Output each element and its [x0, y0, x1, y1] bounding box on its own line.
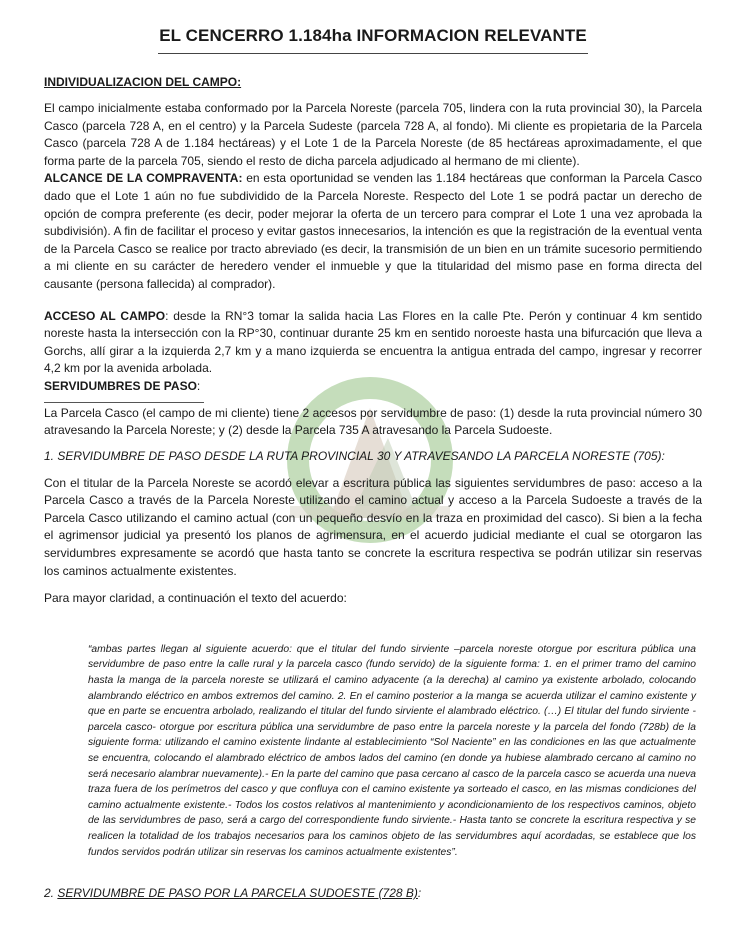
heading-individualizacion: INDIVIDUALIZACION DEL CAMPO: — [44, 75, 242, 89]
heading-sec1: 1. SERVIDUMBRE DE PASO DESDE LA RUTA PROVINCIAL 30 Y ATRAVESANDO LA PARCELA NORESTE (705): — [44, 448, 665, 463]
sec2-title: SERVIDUMBRE DE PASO POR LA PARCELA SUDOESTE (728 B) — [57, 886, 418, 901]
paragraph-alcance — [44, 170, 702, 293]
label-alcance: ALCANCE DE LA COMPRAVENTA: — [44, 171, 243, 186]
sec2-number: 2. — [44, 886, 58, 901]
paragraph-sec1: Con el titular de la Parcela Noreste se acordó elevar a escritura pública las siguientes servidumbres de paso: acceso a la Parcela Casco a través de la Parcela Noreste utilizando el camino actual y acceso a la Parcela Sudoeste a través de la Parcela Casco utilizando el camino actual (con un pequeño desvío en la traza en proximidad del casco). Si bien a la fecha el agrimensor judicial ya presentó los planos de agrimensura, en el acuerdo judicial mediante el cual se otorgaron las servidumbres expresamente se acordó que hasta tanto se concrete la escritura respectiva se podrán utilizar sin reservas los caminos actualmente existentes. — [44, 475, 702, 578]
paragraph-sec1-intro: Para mayor claridad, a continuación el texto del acuerdo: — [44, 591, 347, 606]
title-divider — [158, 53, 588, 54]
text-acceso: : desde la RN°3 tomar la salida hacia Las Flores en la calle Pte. Perón y continuar 4 km sentido noreste hasta la intersección con la RP°30, continuar durante 25 km en sentido noroeste hasta una bifurcación que lleva a Gorchs, allí girar a la izquierda 2,7 km y a mano izquierda se encuentra la antigua entrada del campo, ingresar y recorrer 4,2 km por la avenida arbolada. — [44, 308, 702, 376]
label-acceso: ACCESO AL CAMPO — [44, 308, 166, 323]
heading-sec2 — [44, 886, 702, 900]
quoted-agreement: “ambas partes llegan al siguiente acuerdo: que el titular del fundo sirviente –parcela noreste otorgue por escritura pública una servidumbre de paso entre la calle rural y la parcela casco (fundo servido) de la siguiente forma: 1. en el primer tramo del camino hasta la manga de la parcela noreste se utilizará el camino adyacente (a la derecha) al camino ya existente arbolado, colocando alambrando eléctrico en ambos extremos del camino. 2. En el camino posterior a la manga se acuerda utilizar el camino existente y que en parte se encuentra arbolado, realizando el titular del fundo sirviente el alambrado eléctrico. (…) El titular del fundo sirviente -parcela casco- otorgue por escritura pública una servidumbre de paso entre la parcela noreste y la parcela del fondo (728b) de la siguiente forma: utilizando el camino existente lindante al establecimiento “Sol Naciente” en las condiciones en las que actualmente se encuentra, colocando el alambrado eléctrico de ambos lados del camino (en donde ya hubiese alambrado cercano al camino no será necesario alambrar nuevamente).- En la parte del camino que pasa cercano al casco de la parcela casco se acuerda una nueva traza fuera de los perímetros del casco y que confluya con el camino existente ya sorteado el casco, en las mismas condiciones del camino actualmente existente.- Todos los costos relativos al mantenimiento y acondicionamiento de los respectivos caminos, objeto de las servidumbres de paso, será a cargo del correspondiente fundo sirviente.- Hasta tanto se concrete la escritura respectiva y se realicen la totalidad de los trabajos necesarios para los caminos objeto de las servidumbres aquí acordadas, se establece que los fundos servidos podrán utilizar sin reservas los caminos actualmente existentes”. — [88, 643, 696, 858]
paragraph-acceso — [44, 308, 702, 378]
section-divider — [44, 402, 204, 403]
paragraph-servidumbres: La Parcela Casco (el campo de mi cliente) tiene 2 accesos por servidumbre de paso: (1) desde la ruta provincial número 30 atravesando la Parcela Noreste; y (2) desde la Parcela 735 A atravesando la Parcela Sudoeste. — [44, 405, 702, 438]
page-title: EL CENCERRO 1.184ha INFORMACION RELEVANTE — [159, 26, 587, 45]
text-alcance: en esta oportunidad se venden las 1.184 hectáreas que conforman la Parcela Casco dado que el Lote 1 aún no fue subdividido de la Parcela Noreste. Respecto del Lote 1 se podrá pactar un derecho de opción de compra preferente (es decir, poder mejorar la oferta de un tercero para comprar el Lote 1 una vez aprobada la subdivisión). A fin de facilitar el proceso y evitar gastos innecesarios, la intención es que la registración de la eventual venta de la Parcela Casco se realice por tracto abreviado (es decir, la transmisión de un bien en un trámite sucesorio permitiendo a mi cliente en su carácter de heredero vender el inmueble y que la titularidad del mismo pase en forma directa del causante (persona fallecida) al comprador). — [44, 171, 702, 291]
paragraph-individualizacion: El campo inicialmente estaba conformado por la Parcela Noreste (parcela 705, lindera con la ruta provincial 30), la Parcela Casco (parcela 728 A, en el centro) y la Parcela Sudeste (parcela 728 A, al fondo). Mi cliente es propietaria de la Parcela Casco (parcela 728 A de 1.184 hectáreas) y el Lote 1 de la Parcela Noreste (de 85 hectáreas aproximadamente, el que forma parte de la parcela 705, siendo el resto de dicha parcela adjudicado al hermano de mi cliente). — [44, 101, 702, 168]
sec2-colon: : — [417, 886, 422, 901]
servidumbres-colon: : — [196, 378, 201, 393]
label-servidumbres: SERVIDUMBRES DE PASO — [44, 378, 197, 393]
document-body — [44, 22, 702, 900]
paragraph-servidumbres-label — [44, 378, 702, 396]
